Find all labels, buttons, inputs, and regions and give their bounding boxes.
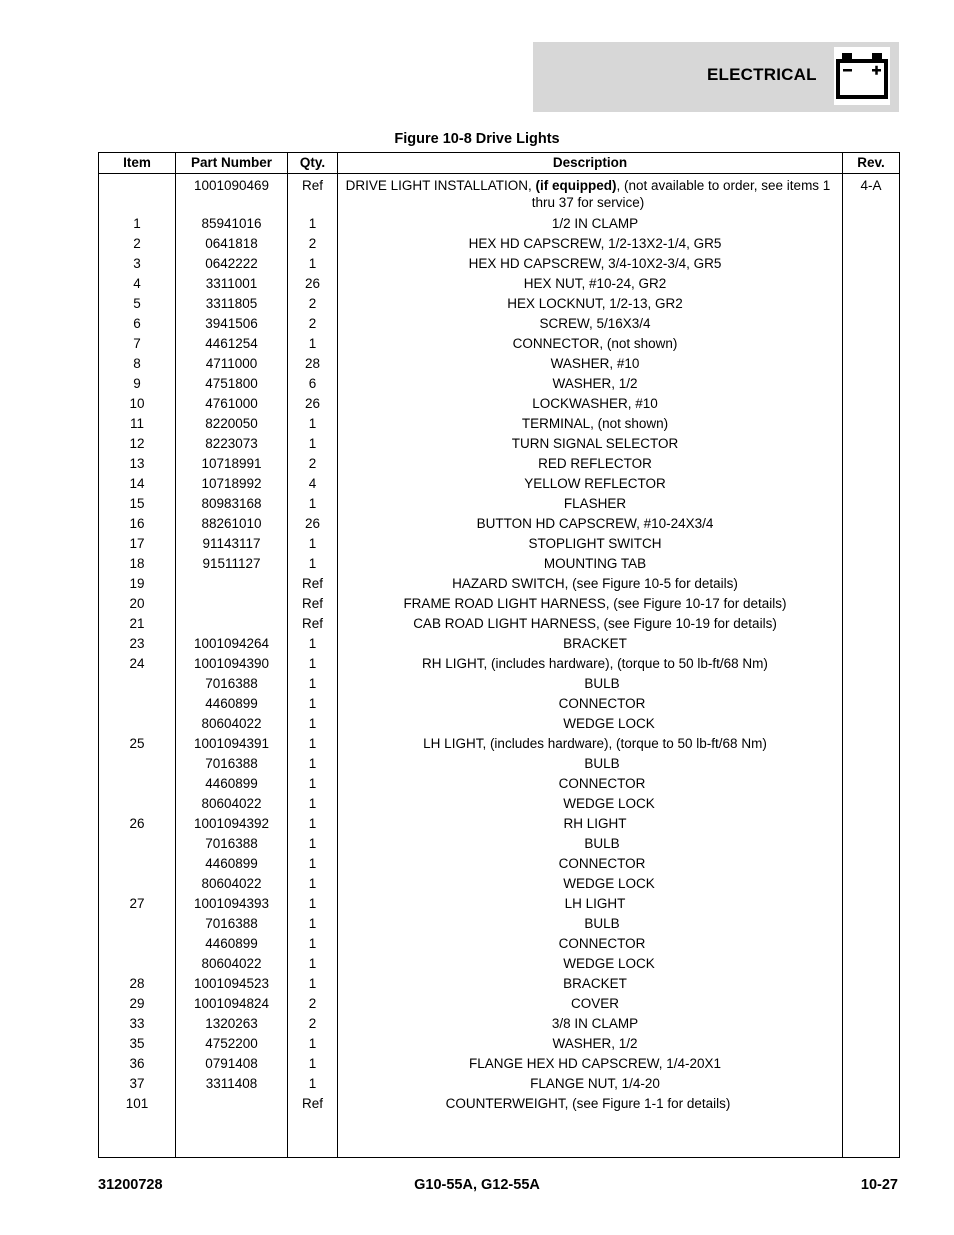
item-number-cell: 23 [99,634,176,654]
item-number-cell: 37 [99,1074,176,1094]
qty-cell: 1 [288,954,338,974]
figure-title: Figure 10-8 Drive Lights [394,131,560,147]
column-header-item: Item [99,153,176,174]
description-cell: BUTTON HD CAPSCREW, #10-24X3/4 [338,514,843,534]
rev-cell [843,374,900,394]
item-number-cell: 36 [99,1054,176,1074]
qty-cell: 26 [288,394,338,414]
part-number-cell: 8223073 [176,434,288,454]
qty-cell: 1 [288,554,338,574]
rev-cell [843,774,900,794]
part-number-cell: 1001094392 [176,814,288,834]
rev-cell [843,594,900,614]
table-header-row [99,153,900,174]
qty-cell: 1 [288,754,338,774]
description-cell [338,174,843,215]
part-number-cell [176,614,288,634]
item-number-cell: 29 [99,994,176,1014]
rev-cell [843,514,900,534]
part-number-cell: 1001094393 [176,894,288,914]
qty-cell: 1 [288,774,338,794]
table-row [99,454,900,474]
rev-cell [843,274,900,294]
table-row [99,334,900,354]
qty-cell: 1 [288,974,338,994]
item-number-cell: 21 [99,614,176,634]
part-number-cell [176,594,288,614]
section-title: ELECTRICAL [707,65,817,84]
description-cell: CONNECTOR [338,854,843,874]
description-cell: BULB [338,674,843,694]
part-number-cell: 0791408 [176,1054,288,1074]
description-cell: RED REFLECTOR [338,454,843,474]
table-row [99,794,900,814]
qty-cell: 1 [288,814,338,834]
rev-cell [843,914,900,934]
qty-cell: 1 [288,634,338,654]
item-number-cell [99,714,176,734]
description-cell: FRAME ROAD LIGHT HARNESS, (see Figure 10-17 for details) [338,594,843,614]
rev-cell: 4-A [843,174,900,215]
item-number-cell: 101 [99,1094,176,1114]
rev-cell [843,534,900,554]
item-number-cell: 12 [99,434,176,454]
part-number-cell: 4460899 [176,854,288,874]
part-number-cell: 1001094523 [176,974,288,994]
table-row [99,1014,900,1034]
qty-cell: Ref [288,574,338,594]
qty-cell: 2 [288,294,338,314]
rev-cell [843,234,900,254]
column-header-rev: Rev. [843,153,900,174]
description-cell: LH LIGHT [338,894,843,914]
battery-icon [834,47,890,105]
table-row [99,754,900,774]
rev-cell [843,854,900,874]
part-number-cell: 3941506 [176,314,288,334]
item-number-cell [99,934,176,954]
rev-cell [843,974,900,994]
table-row [99,1054,900,1074]
empty-cell [288,1114,338,1158]
item-number-cell: 14 [99,474,176,494]
part-number-cell: 3311408 [176,1074,288,1094]
table-row [99,814,900,834]
table-row [99,254,900,274]
qty-cell: 26 [288,274,338,294]
table-row [99,974,900,994]
table-row [99,1034,900,1054]
table-row [99,954,900,974]
part-number-cell: 80604022 [176,954,288,974]
rev-cell [843,354,900,374]
table-row [99,914,900,934]
item-number-cell: 24 [99,654,176,674]
item-number-cell [99,914,176,934]
description-cell: MOUNTING TAB [338,554,843,574]
item-number-cell: 17 [99,534,176,554]
qty-cell: Ref [288,1094,338,1114]
qty-cell: 2 [288,234,338,254]
item-number-cell: 28 [99,974,176,994]
description-cell: TURN SIGNAL SELECTOR [338,434,843,454]
description-cell: STOPLIGHT SWITCH [338,534,843,554]
item-number-cell [99,794,176,814]
item-number-cell: 20 [99,594,176,614]
table-row [99,294,900,314]
item-number-cell: 13 [99,454,176,474]
rev-cell [843,674,900,694]
rev-cell [843,894,900,914]
description-cell: BULB [338,914,843,934]
table-row [99,854,900,874]
part-number-cell: 7016388 [176,834,288,854]
footer-document-number: 31200728 [98,1177,163,1193]
footer-model-names: G10-55A, G12-55A [414,1177,540,1193]
description-cell: BULB [338,834,843,854]
description-cell: HEX HD CAPSCREW, 1/2-13X2-1/4, GR5 [338,234,843,254]
item-number-cell [99,754,176,774]
item-number-cell: 18 [99,554,176,574]
table-row [99,414,900,434]
description-cell: RH LIGHT [338,814,843,834]
item-number-cell: 7 [99,334,176,354]
item-number-cell [99,954,176,974]
table-row [99,634,900,654]
item-number-cell [99,774,176,794]
qty-cell: 1 [288,854,338,874]
rev-cell [843,994,900,1014]
description-cell: FLASHER [338,494,843,514]
description-cell: COUNTERWEIGHT, (see Figure 1-1 for details) [338,1094,843,1114]
table-row [99,994,900,1014]
description-cell: BRACKET [338,634,843,654]
item-number-cell: 1 [99,214,176,234]
part-number-cell: 91143117 [176,534,288,554]
item-number-cell: 15 [99,494,176,514]
description-cell: WASHER, 1/2 [338,1034,843,1054]
description-cell: WEDGE LOCK [338,794,843,814]
description-cell: CONNECTOR [338,694,843,714]
qty-cell: 2 [288,454,338,474]
part-number-cell: 7016388 [176,754,288,774]
rev-cell [843,654,900,674]
qty-cell: Ref [288,614,338,634]
empty-cell [338,1114,843,1158]
part-number-cell: 10718991 [176,454,288,474]
item-number-cell: 26 [99,814,176,834]
rev-cell [843,394,900,414]
qty-cell: 1 [288,1054,338,1074]
table-row [99,354,900,374]
item-number-cell [99,694,176,714]
qty-cell: 1 [288,334,338,354]
item-number-cell: 19 [99,574,176,594]
empty-cell [176,1114,288,1158]
qty-cell: 1 [288,414,338,434]
description-cell: WEDGE LOCK [338,714,843,734]
description-cell: FLANGE HEX HD CAPSCREW, 1/4-20X1 [338,1054,843,1074]
qty-cell: 1 [288,834,338,854]
table-row [99,834,900,854]
part-number-cell: 8220050 [176,414,288,434]
part-number-cell [176,574,288,594]
part-number-cell: 80983168 [176,494,288,514]
description-cell: WEDGE LOCK [338,954,843,974]
empty-cell [843,1114,900,1158]
qty-cell: 2 [288,994,338,1014]
table-row [99,214,900,234]
description-cell: RH LIGHT, (includes hardware), (torque to 50 lb-ft/68 Nm) [338,654,843,674]
rev-cell [843,694,900,714]
column-header-description: Description [338,153,843,174]
rev-cell [843,1034,900,1054]
part-number-cell: 10718992 [176,474,288,494]
description-cell: 3/8 IN CLAMP [338,1014,843,1034]
part-number-cell: 4460899 [176,694,288,714]
table-row [99,874,900,894]
qty-cell: 1 [288,434,338,454]
table-row [99,374,900,394]
rev-cell [843,214,900,234]
qty-cell: 1 [288,534,338,554]
item-number-cell: 5 [99,294,176,314]
qty-cell: 1 [288,914,338,934]
table-row [99,694,900,714]
item-number-cell: 4 [99,274,176,294]
rev-cell [843,834,900,854]
table-row [99,554,900,574]
item-number-cell [99,834,176,854]
empty-cell [99,1114,176,1158]
part-number-cell: 3311805 [176,294,288,314]
item-number-cell: 16 [99,514,176,534]
column-header-part-number: Part Number [176,153,288,174]
part-number-cell: 1320263 [176,1014,288,1034]
item-number-cell: 11 [99,414,176,434]
description-cell: COVER [338,994,843,1014]
qty-cell: 1 [288,254,338,274]
rev-cell [843,714,900,734]
description-cell: YELLOW REFLECTOR [338,474,843,494]
rev-cell [843,734,900,754]
table-row [99,654,900,674]
part-number-cell: 91511127 [176,554,288,574]
part-number-cell [176,1094,288,1114]
part-number-cell: 7016388 [176,674,288,694]
item-number-cell: 3 [99,254,176,274]
item-number-cell [99,174,176,215]
qty-cell: 1 [288,654,338,674]
part-number-cell: 0642222 [176,254,288,274]
table-row [99,674,900,694]
table-row [99,1094,900,1114]
rev-cell [843,934,900,954]
table-row [99,394,900,414]
table-row [99,934,900,954]
description-cell: BULB [338,754,843,774]
table-filler-row [99,1114,900,1158]
table-row [99,594,900,614]
item-number-cell: 27 [99,894,176,914]
table-row [99,234,900,254]
rev-cell [843,494,900,514]
part-number-cell: 80604022 [176,714,288,734]
item-number-cell: 33 [99,1014,176,1034]
qty-cell: 1 [288,674,338,694]
qty-cell: Ref [288,174,338,215]
rev-cell [843,794,900,814]
item-number-cell: 25 [99,734,176,754]
description-cell: WEDGE LOCK [338,874,843,894]
qty-cell: 1 [288,934,338,954]
description-cell: CONNECTOR [338,934,843,954]
qty-cell: 2 [288,314,338,334]
qty-cell: 1 [288,714,338,734]
rev-cell [843,1074,900,1094]
rev-cell [843,1054,900,1074]
table-row [99,534,900,554]
qty-cell: 1 [288,894,338,914]
rev-cell [843,474,900,494]
description-cell: SCREW, 5/16X3/4 [338,314,843,334]
item-number-cell: 2 [99,234,176,254]
qty-cell: 1 [288,874,338,894]
table-row [99,734,900,754]
rev-cell [843,554,900,574]
qty-cell: 1 [288,1034,338,1054]
description-cell: FLANGE NUT, 1/4-20 [338,1074,843,1094]
item-number-cell: 9 [99,374,176,394]
part-number-cell: 4461254 [176,334,288,354]
description-cell: HEX LOCKNUT, 1/2-13, GR2 [338,294,843,314]
parts-table [98,152,900,1158]
part-number-cell: 0641818 [176,234,288,254]
qty-cell: 26 [288,514,338,534]
item-number-cell [99,874,176,894]
part-number-cell: 4711000 [176,354,288,374]
table-row [99,274,900,294]
rev-cell [843,254,900,274]
part-number-cell: 3311001 [176,274,288,294]
part-number-cell: 1001094390 [176,654,288,674]
part-number-cell: 4761000 [176,394,288,414]
rev-cell [843,314,900,334]
rev-cell [843,434,900,454]
description-text-after: , (not available to order, see items 1 thru 37 for service) [531,178,831,210]
rev-cell [843,874,900,894]
table-row [99,574,900,594]
description-cell: LH LIGHT, (includes hardware), (torque to 50 lb-ft/68 Nm) [338,734,843,754]
description-cell: WASHER, #10 [338,354,843,374]
qty-cell: 1 [288,214,338,234]
part-number-cell: 1001094264 [176,634,288,654]
part-number-cell: 1001090469 [176,174,288,215]
qty-cell: 1 [288,1074,338,1094]
qty-cell: 28 [288,354,338,374]
item-number-cell [99,674,176,694]
rev-cell [843,954,900,974]
rev-cell [843,574,900,594]
part-number-cell: 4460899 [176,774,288,794]
description-cell: HEX NUT, #10-24, GR2 [338,274,843,294]
table-row [99,894,900,914]
rev-cell [843,1094,900,1114]
qty-cell: 6 [288,374,338,394]
part-number-cell: 85941016 [176,214,288,234]
footer-page-number: 10-27 [860,1177,898,1193]
table-row [99,474,900,494]
qty-cell: 1 [288,494,338,514]
table-row [99,714,900,734]
table-row [99,614,900,634]
table-row [99,174,900,215]
part-number-cell: 80604022 [176,794,288,814]
qty-cell: Ref [288,594,338,614]
table-row [99,774,900,794]
rev-cell [843,754,900,774]
description-emphasis: (if equipped) [535,178,617,193]
table-row [99,314,900,334]
rev-cell [843,634,900,654]
rev-cell [843,614,900,634]
part-number-cell: 80604022 [176,874,288,894]
rev-cell [843,814,900,834]
qty-cell: 1 [288,794,338,814]
description-cell: HAZARD SWITCH, (see Figure 10-5 for details) [338,574,843,594]
description-cell: LOCKWASHER, #10 [338,394,843,414]
part-number-cell: 4751800 [176,374,288,394]
qty-cell: 1 [288,694,338,714]
qty-cell: 2 [288,1014,338,1034]
item-number-cell [99,854,176,874]
part-number-cell: 4460899 [176,934,288,954]
description-cell: CAB ROAD LIGHT HARNESS, (see Figure 10-19 for details) [338,614,843,634]
rev-cell [843,334,900,354]
part-number-cell: 7016388 [176,914,288,934]
part-number-cell: 1001094391 [176,734,288,754]
description-cell: 1/2 IN CLAMP [338,214,843,234]
table-row [99,494,900,514]
item-number-cell: 35 [99,1034,176,1054]
part-number-cell: 4752200 [176,1034,288,1054]
description-cell: HEX HD CAPSCREW, 3/4-10X2-3/4, GR5 [338,254,843,274]
description-text: DRIVE LIGHT INSTALLATION, [345,178,536,193]
qty-cell: 4 [288,474,338,494]
table-row [99,434,900,454]
table-row [99,1074,900,1094]
rev-cell [843,1014,900,1034]
part-number-cell: 88261010 [176,514,288,534]
table-row [99,514,900,534]
item-number-cell: 10 [99,394,176,414]
description-cell: WASHER, 1/2 [338,374,843,394]
description-cell: TERMINAL, (not shown) [338,414,843,434]
rev-cell [843,294,900,314]
item-number-cell: 6 [99,314,176,334]
part-number-cell: 1001094824 [176,994,288,1014]
description-cell: BRACKET [338,974,843,994]
item-number-cell: 8 [99,354,176,374]
rev-cell [843,414,900,434]
rev-cell [843,454,900,474]
qty-cell: 1 [288,734,338,754]
column-header-qty: Qty. [288,153,338,174]
description-cell: CONNECTOR, (not shown) [338,334,843,354]
description-cell: CONNECTOR [338,774,843,794]
